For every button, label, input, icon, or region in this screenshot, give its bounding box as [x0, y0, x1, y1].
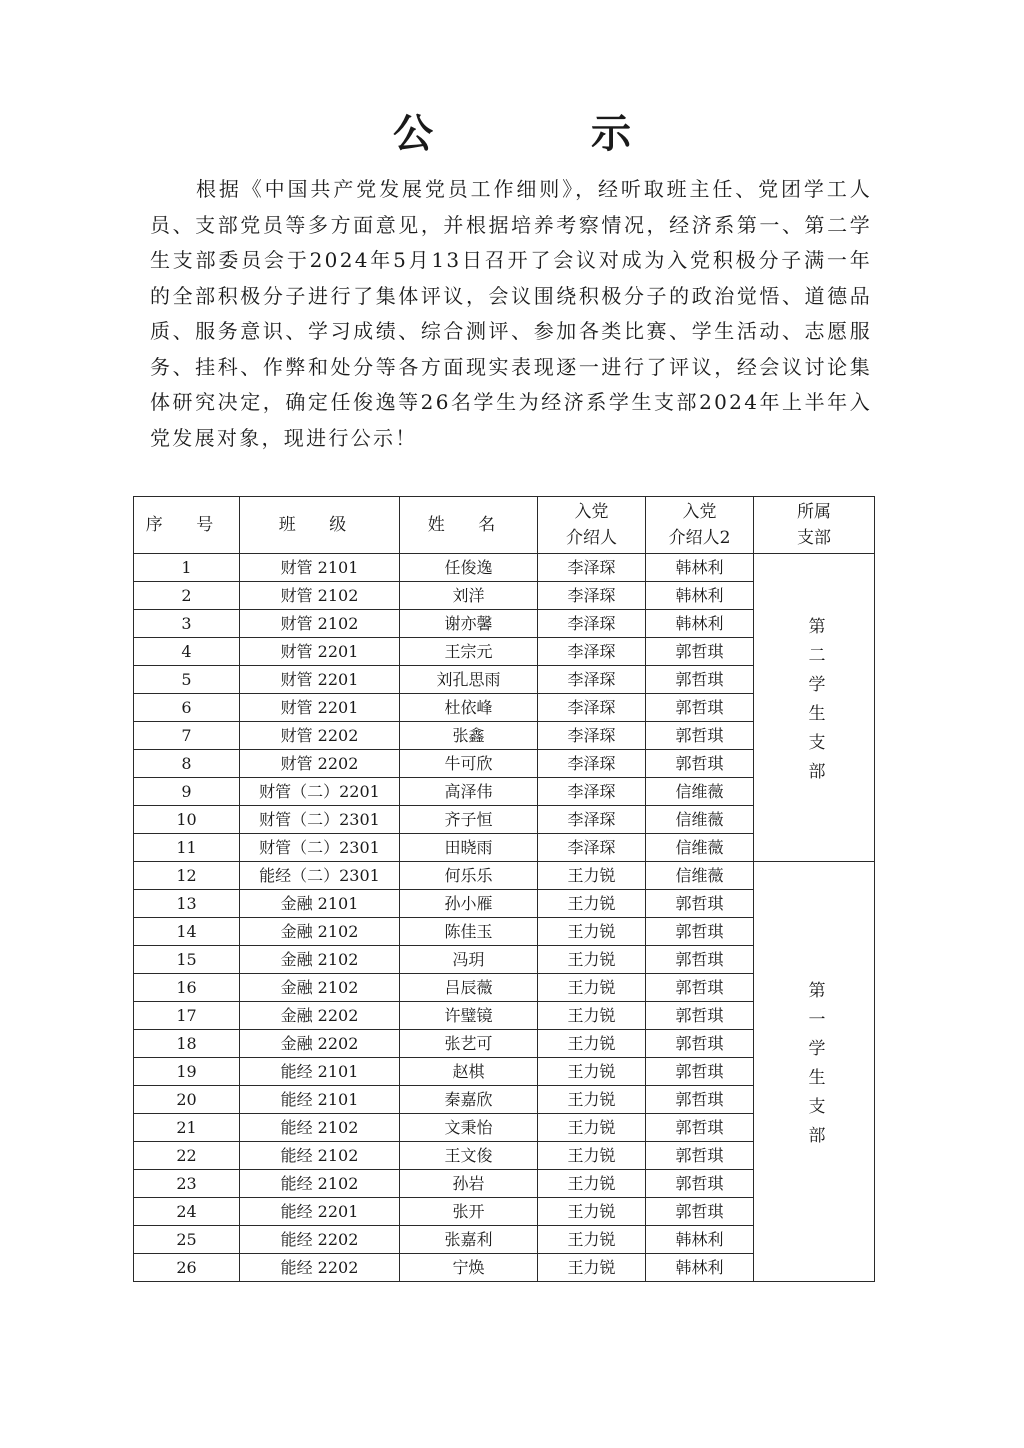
- cell-sponsor-1: 王力锐: [538, 1030, 646, 1058]
- cell-name: 宁焕: [400, 1254, 538, 1282]
- cell-sponsor-2: 郭哲琪: [646, 722, 754, 750]
- cell-class: 财管 2201: [240, 666, 400, 694]
- cell-class: 财管（二）2301: [240, 834, 400, 862]
- cell-sponsor-1: 王力锐: [538, 1058, 646, 1086]
- cell-class: 能经 2101: [240, 1086, 400, 1114]
- cell-seq: 23: [134, 1170, 240, 1198]
- cell-sponsor-1: 王力锐: [538, 918, 646, 946]
- branch-label-first: 第一学生支部: [804, 980, 825, 1155]
- cell-sponsor-1: 李泽琛: [538, 582, 646, 610]
- cell-sponsor-1: 王力锐: [538, 1142, 646, 1170]
- cell-class: 财管 2102: [240, 582, 400, 610]
- cell-seq: 26: [134, 1254, 240, 1282]
- cell-sponsor-2: 郭哲琪: [646, 946, 754, 974]
- cell-sponsor-2: 韩林利: [646, 610, 754, 638]
- cell-seq: 21: [134, 1114, 240, 1142]
- cell-name: 孙岩: [400, 1170, 538, 1198]
- branch-cell-first: [754, 862, 875, 1282]
- cell-name: 杜依峰: [400, 694, 538, 722]
- cell-sponsor-2: 郭哲琪: [646, 750, 754, 778]
- cell-seq: 19: [134, 1058, 240, 1086]
- cell-class: 金融 2102: [240, 974, 400, 1002]
- cell-name: 陈佳玉: [400, 918, 538, 946]
- cell-seq: 4: [134, 638, 240, 666]
- cell-seq: 7: [134, 722, 240, 750]
- cell-sponsor-2: 郭哲琪: [646, 918, 754, 946]
- cell-sponsor-1: 李泽琛: [538, 554, 646, 582]
- cell-name: 吕辰薇: [400, 974, 538, 1002]
- table-header-row: [134, 497, 875, 554]
- cell-class: 财管 2202: [240, 722, 400, 750]
- cell-sponsor-1: 王力锐: [538, 1170, 646, 1198]
- cell-seq: 18: [134, 1030, 240, 1058]
- cell-seq: 20: [134, 1086, 240, 1114]
- cell-seq: 15: [134, 946, 240, 974]
- cell-seq: 25: [134, 1226, 240, 1254]
- cell-seq: 16: [134, 974, 240, 1002]
- cell-name: 任俊逸: [400, 554, 538, 582]
- branch-cell-second: [754, 554, 875, 862]
- cell-sponsor-2: 郭哲琪: [646, 638, 754, 666]
- cell-sponsor-1: 李泽琛: [538, 694, 646, 722]
- cell-class: 金融 2202: [240, 1002, 400, 1030]
- cell-class: 财管 2202: [240, 750, 400, 778]
- table-row: [134, 554, 875, 582]
- cell-class: 金融 2101: [240, 890, 400, 918]
- cell-name: 张开: [400, 1198, 538, 1226]
- cell-sponsor-1: 王力锐: [538, 1114, 646, 1142]
- cell-sponsor-2: 郭哲琪: [646, 694, 754, 722]
- cell-name: 许璧镜: [400, 1002, 538, 1030]
- cell-seq: 3: [134, 610, 240, 638]
- header-seq: 序 号: [134, 497, 240, 554]
- cell-sponsor-2: 郭哲琪: [646, 1030, 754, 1058]
- header-class: 班 级: [240, 497, 400, 554]
- cell-name: 田晓雨: [400, 834, 538, 862]
- cell-sponsor-1: 王力锐: [538, 862, 646, 890]
- cell-name: 王文俊: [400, 1142, 538, 1170]
- header-branch: 所属 支部: [754, 497, 875, 554]
- cell-seq: 22: [134, 1142, 240, 1170]
- cell-name: 谢亦馨: [400, 610, 538, 638]
- cell-sponsor-2: 郭哲琪: [646, 1086, 754, 1114]
- cell-name: 秦嘉欣: [400, 1086, 538, 1114]
- cell-sponsor-2: 郭哲琪: [646, 1198, 754, 1226]
- cell-sponsor-2: 信维薇: [646, 778, 754, 806]
- page-title: 公 示: [393, 111, 703, 157]
- table-body: [134, 554, 875, 1282]
- header-sponsor-1: 入党 介绍人: [538, 497, 646, 554]
- cell-sponsor-2: 郭哲琪: [646, 1002, 754, 1030]
- cell-sponsor-2: 郭哲琪: [646, 1170, 754, 1198]
- cell-seq: 6: [134, 694, 240, 722]
- cell-sponsor-2: 郭哲琪: [646, 666, 754, 694]
- cell-name: 齐子恒: [400, 806, 538, 834]
- cell-class: 能经 2102: [240, 1142, 400, 1170]
- cell-class: 财管 2102: [240, 610, 400, 638]
- cell-name: 张嘉利: [400, 1226, 538, 1254]
- header-name: 姓 名: [400, 497, 538, 554]
- cell-name: 张艺可: [400, 1030, 538, 1058]
- cell-sponsor-1: 李泽琛: [538, 666, 646, 694]
- cell-seq: 11: [134, 834, 240, 862]
- cell-sponsor-2: 韩林利: [646, 582, 754, 610]
- cell-sponsor-2: 韩林利: [646, 1226, 754, 1254]
- cell-class: 财管（二）2201: [240, 778, 400, 806]
- cell-seq: 9: [134, 778, 240, 806]
- cell-seq: 12: [134, 862, 240, 890]
- cell-sponsor-1: 王力锐: [538, 946, 646, 974]
- cell-sponsor-1: 王力锐: [538, 1198, 646, 1226]
- cell-class: 能经（二）2301: [240, 862, 400, 890]
- cell-name: 孙小雁: [400, 890, 538, 918]
- cell-seq: 13: [134, 890, 240, 918]
- cell-seq: 8: [134, 750, 240, 778]
- cell-sponsor-1: 李泽琛: [538, 834, 646, 862]
- cell-seq: 1: [134, 554, 240, 582]
- cell-class: 金融 2102: [240, 918, 400, 946]
- cell-sponsor-1: 李泽琛: [538, 722, 646, 750]
- cell-seq: 17: [134, 1002, 240, 1030]
- cell-sponsor-1: 李泽琛: [538, 638, 646, 666]
- cell-seq: 24: [134, 1198, 240, 1226]
- cell-sponsor-1: 王力锐: [538, 1086, 646, 1114]
- cell-class: 金融 2102: [240, 946, 400, 974]
- cell-class: 能经 2101: [240, 1058, 400, 1086]
- cell-name: 张鑫: [400, 722, 538, 750]
- cell-sponsor-2: 信维薇: [646, 834, 754, 862]
- cell-name: 何乐乐: [400, 862, 538, 890]
- header-sponsor-2: 入党 介绍人2: [646, 497, 754, 554]
- cell-seq: 10: [134, 806, 240, 834]
- cell-seq: 14: [134, 918, 240, 946]
- cell-sponsor-1: 李泽琛: [538, 778, 646, 806]
- cell-sponsor-2: 信维薇: [646, 806, 754, 834]
- cell-class: 能经 2202: [240, 1254, 400, 1282]
- cell-sponsor-1: 王力锐: [538, 890, 646, 918]
- cell-sponsor-2: 郭哲琪: [646, 974, 754, 1002]
- cell-sponsor-1: 王力锐: [538, 1254, 646, 1282]
- cell-sponsor-1: 李泽琛: [538, 610, 646, 638]
- cell-class: 财管 2101: [240, 554, 400, 582]
- branch-label-second: 第二学生支部: [804, 616, 825, 791]
- cell-sponsor-1: 李泽琛: [538, 750, 646, 778]
- cell-name: 刘孔思雨: [400, 666, 538, 694]
- table-row: [134, 862, 875, 890]
- cell-name: 赵棋: [400, 1058, 538, 1086]
- cell-class: 财管（二）2301: [240, 806, 400, 834]
- cell-sponsor-2: 郭哲琪: [646, 1114, 754, 1142]
- cell-sponsor-1: 李泽琛: [538, 806, 646, 834]
- cell-class: 能经 2202: [240, 1226, 400, 1254]
- cell-name: 牛可欣: [400, 750, 538, 778]
- cell-sponsor-2: 韩林利: [646, 1254, 754, 1282]
- cell-class: 金融 2202: [240, 1030, 400, 1058]
- cell-seq: 5: [134, 666, 240, 694]
- cell-sponsor-1: 王力锐: [538, 1226, 646, 1254]
- cell-sponsor-2: 郭哲琪: [646, 890, 754, 918]
- cell-name: 王宗元: [400, 638, 538, 666]
- cell-sponsor-2: 郭哲琪: [646, 1142, 754, 1170]
- cell-sponsor-2: 郭哲琪: [646, 1058, 754, 1086]
- cell-sponsor-2: 信维薇: [646, 862, 754, 890]
- candidate-table: [133, 496, 875, 1282]
- cell-class: 能经 2102: [240, 1170, 400, 1198]
- cell-sponsor-1: 王力锐: [538, 974, 646, 1002]
- cell-name: 文秉怡: [400, 1114, 538, 1142]
- cell-name: 刘洋: [400, 582, 538, 610]
- cell-seq: 2: [134, 582, 240, 610]
- cell-class: 能经 2201: [240, 1198, 400, 1226]
- cell-class: 财管 2201: [240, 694, 400, 722]
- cell-sponsor-1: 王力锐: [538, 1002, 646, 1030]
- cell-class: 财管 2201: [240, 638, 400, 666]
- cell-name: 高泽伟: [400, 778, 538, 806]
- cell-name: 冯玥: [400, 946, 538, 974]
- cell-class: 能经 2102: [240, 1114, 400, 1142]
- announcement-paragraph: 根据《中国共产党发展党员工作细则》，经听取班主任、党团学工人员、支部党员等多方面意见，并根据培养考察情况，经济系第一、第二学生支部委员会于2024年5月13日召开了会议对成为入党积极分子满一年的全部积极分子进行了集体评议，会议围绕积极分子的政治觉悟、道德品质、服务意识、学习成绩、综合测评、参加各类比赛、学生活动、志愿服务、挂科、作弊和处分等各方面现实表现逐一进行了评议，经会议讨论集体研究决定，确定任俊逸等26名学生为经济系学生支部2024年上半年入党发展对象，现进行公示！: [150, 177, 872, 450]
- cell-sponsor-2: 韩林利: [646, 554, 754, 582]
